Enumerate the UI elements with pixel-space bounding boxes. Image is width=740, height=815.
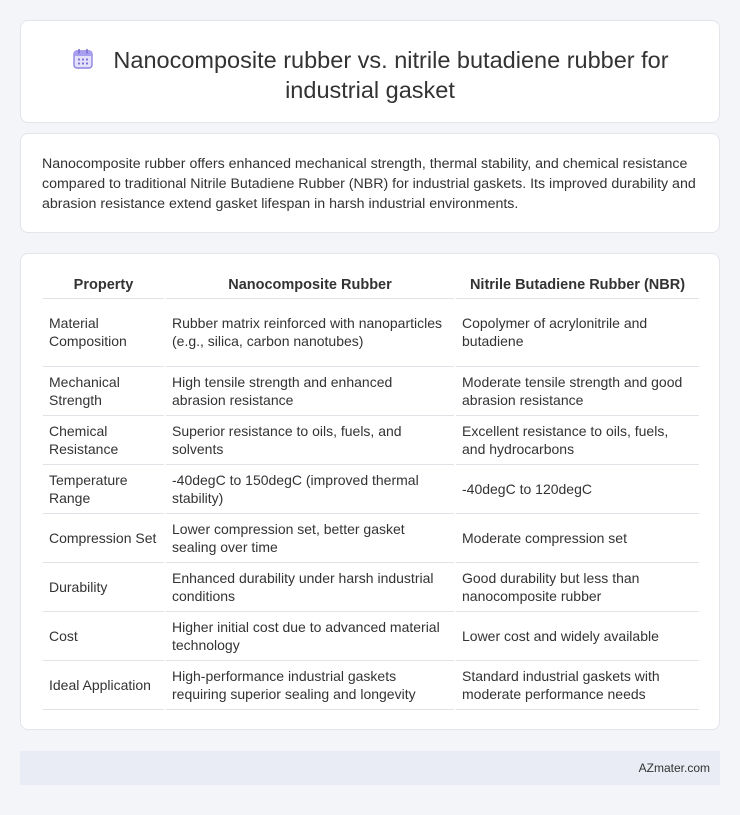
comparison-card	[20, 253, 720, 730]
property-cell: Material Composition	[43, 298, 165, 366]
table-row	[43, 611, 699, 660]
calendar-icon	[71, 47, 95, 71]
header-nanocomposite: Nanocomposite Rubber	[165, 274, 455, 298]
page-title	[21, 45, 719, 105]
property-cell: Compression Set	[43, 513, 165, 562]
property-cell: Temperature Range	[43, 464, 165, 513]
summary-text: Nanocomposite rubber offers enhanced mechanical strength, thermal stability, and chemical resistance compared to traditional Nitrile Butadiene Rubber (NBR) for industrial gaskets. Its improved durability and abrasion resistance extend gasket lifespan in harsh industrial environments.	[42, 156, 696, 212]
property-cell: Cost	[43, 611, 165, 660]
header-property: Property	[43, 274, 165, 298]
header-nbr: Nitrile Butadiene Rubber (NBR)	[455, 274, 699, 298]
property-cell: Mechanical Strength	[43, 366, 165, 415]
table-row	[43, 562, 699, 611]
nanocomposite-cell: High tensile strength and enhanced abrasion resistance	[165, 366, 455, 415]
nbr-cell: Excellent resistance to oils, fuels, and hydrocarbons	[455, 415, 699, 464]
table-header-row	[43, 274, 699, 298]
title-text: Nanocomposite rubber vs. nitrile butadiene rubber for industrial gasket	[113, 47, 669, 103]
nbr-cell: Standard industrial gaskets with moderate performance needs	[455, 660, 699, 709]
footer-site-link[interactable]: AZmater.com	[638, 761, 710, 775]
table-row	[43, 366, 699, 415]
nanocomposite-cell: Superior resistance to oils, fuels, and solvents	[165, 415, 455, 464]
nanocomposite-cell: Higher initial cost due to advanced material technology	[165, 611, 455, 660]
comparison-table	[43, 274, 699, 710]
table-row	[43, 298, 699, 366]
nbr-cell: -40degC to 120degC	[455, 464, 699, 513]
summary-card	[20, 133, 720, 233]
nbr-cell: Copolymer of acrylonitrile and butadiene	[455, 298, 699, 366]
table-row	[43, 464, 699, 513]
nbr-cell: Lower cost and widely available	[455, 611, 699, 660]
property-cell: Ideal Application	[43, 660, 165, 709]
nanocomposite-cell: Rubber matrix reinforced with nanoparticles (e.g., silica, carbon nanotubes)	[165, 298, 455, 366]
table-row	[43, 660, 699, 709]
nanocomposite-cell: -40degC to 150degC (improved thermal stability)	[165, 464, 455, 513]
property-cell: Durability	[43, 562, 165, 611]
table-row	[43, 415, 699, 464]
nbr-cell: Moderate tensile strength and good abrasion resistance	[455, 366, 699, 415]
nanocomposite-cell: Lower compression set, better gasket sealing over time	[165, 513, 455, 562]
nanocomposite-cell: Enhanced durability under harsh industrial conditions	[165, 562, 455, 611]
property-cell: Chemical Resistance	[43, 415, 165, 464]
nanocomposite-cell: High-performance industrial gaskets requiring superior sealing and longevity	[165, 660, 455, 709]
title-card	[20, 20, 720, 123]
nbr-cell: Good durability but less than nanocomposite rubber	[455, 562, 699, 611]
footer-bar	[20, 751, 720, 785]
nbr-cell: Moderate compression set	[455, 513, 699, 562]
table-row	[43, 513, 699, 562]
